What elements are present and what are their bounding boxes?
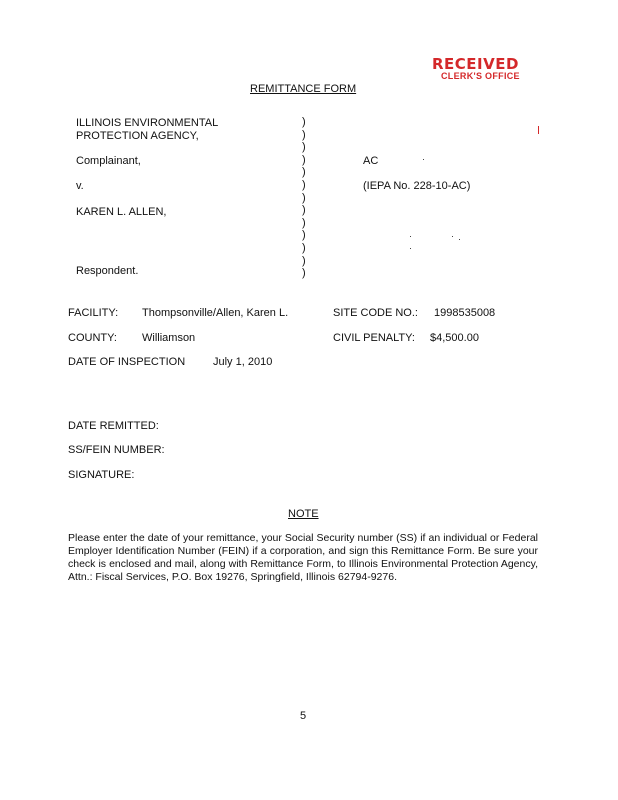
received-stamp-subtitle: CLERK'S OFFICE xyxy=(441,71,520,81)
paren: ) xyxy=(302,204,306,217)
paren: ) xyxy=(302,128,306,141)
date-remitted-label: DATE REMITTED: xyxy=(68,420,159,432)
scan-speck xyxy=(410,248,411,249)
ss-fein-label: SS/FEIN NUMBER: xyxy=(68,444,165,456)
facility-value: Thompsonville/Allen, Karen L. xyxy=(142,307,289,319)
case-prefix: AC xyxy=(363,155,379,167)
civil-penalty-label: CIVIL PENALTY: xyxy=(333,332,415,344)
signature-label: SIGNATURE: xyxy=(68,469,135,481)
scan-speck xyxy=(459,239,460,240)
paren: ) xyxy=(302,229,306,242)
county-value: Williamson xyxy=(142,332,196,344)
paren: ) xyxy=(302,191,306,204)
inspection-date-value: July 1, 2010 xyxy=(213,356,273,368)
complainant-name-line2: PROTECTION AGENCY, xyxy=(76,130,199,142)
page-title: REMITTANCE FORM xyxy=(250,83,357,95)
respondent-name: KAREN L. ALLEN, xyxy=(76,206,167,218)
county-label: COUNTY: xyxy=(68,332,117,344)
stamp-mark xyxy=(538,126,539,134)
page-number: 5 xyxy=(300,710,307,722)
versus-label: v. xyxy=(76,180,84,192)
paren: ) xyxy=(302,116,306,128)
inspection-date-label: DATE OF INSPECTION xyxy=(68,356,186,368)
paren: ) xyxy=(302,153,306,166)
facility-label: FACILITY: xyxy=(68,307,119,319)
respondent-label: Respondent. xyxy=(76,265,139,277)
paren: ) xyxy=(302,267,306,280)
paren: ) xyxy=(302,141,306,154)
civil-penalty-value: $4,500.00 xyxy=(430,332,479,344)
site-code-value: 1998535008 xyxy=(434,307,496,319)
complainant-label: Complainant, xyxy=(76,155,141,167)
scan-speck xyxy=(410,236,411,237)
paren: ) xyxy=(302,178,306,191)
received-stamp-title: RECEIVED xyxy=(432,55,519,73)
paren: ) xyxy=(302,216,306,229)
paren: ) xyxy=(302,254,306,267)
scan-speck xyxy=(423,159,424,160)
site-code-label: SITE CODE NO.: xyxy=(333,307,418,319)
paren: ) xyxy=(302,241,306,254)
paren: ) xyxy=(302,166,306,179)
caption-parentheses xyxy=(302,116,312,280)
note-body: Please enter the date of your remittance, your Social Security number (SS) if an individual or Federal Employer Identification Number (FEIN) if a corporation, and sign this Remittance Form. Be sure your check is enclosed and mail, along with Remittance Form, to Illinois Environmental Protection Agency, Attn.: Fiscal Services, P.O. Box 19276, Springfield, Illinois 62794-9276. xyxy=(68,532,538,583)
scan-speck xyxy=(452,236,453,237)
complainant-name-line1: ILLINOIS ENVIRONMENTAL xyxy=(76,117,219,129)
note-heading: NOTE xyxy=(288,508,319,520)
iepa-number: (IEPA No. 228-10-AC) xyxy=(363,180,471,192)
